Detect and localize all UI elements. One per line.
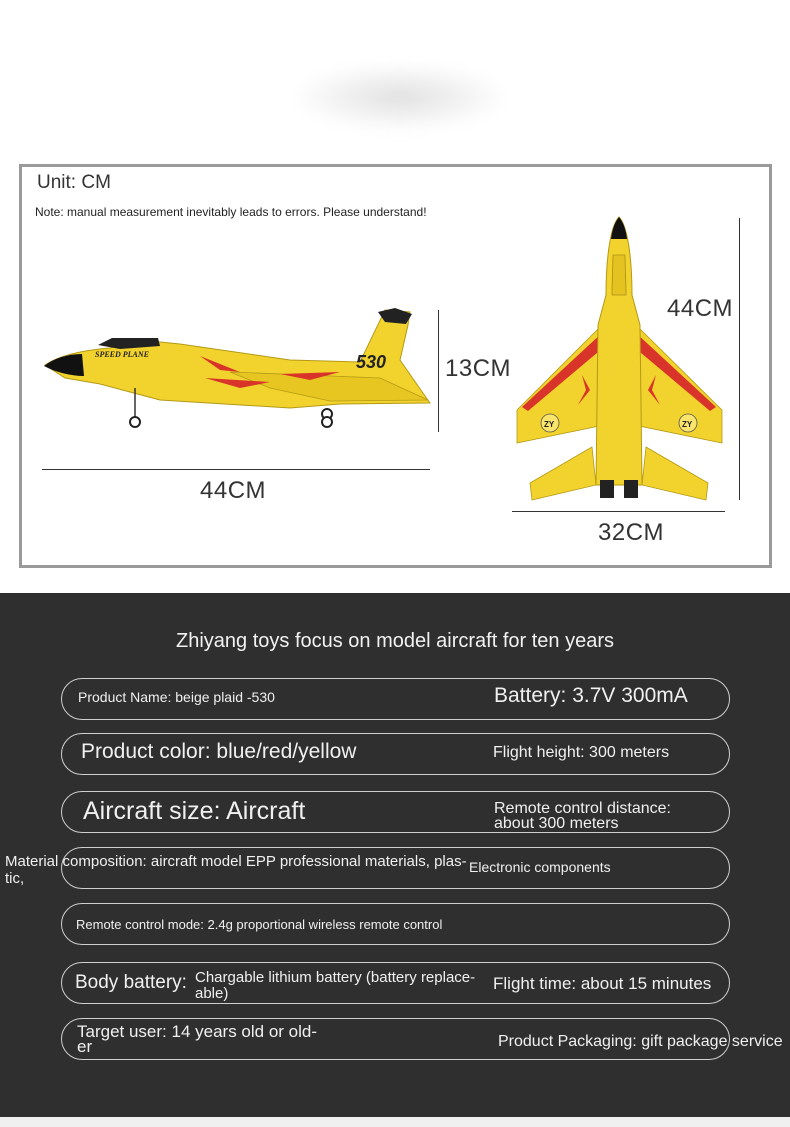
side-height-line xyxy=(438,310,439,432)
target-user-line2: er xyxy=(77,1037,93,1056)
flight-height: Flight height: 300 meters xyxy=(493,744,670,761)
electronic-components: Electronic components xyxy=(469,859,611,875)
top-badge-right: ZY xyxy=(682,420,693,429)
flight-time: Flight time: about 15 minutes xyxy=(493,974,712,993)
measurement-note: Note: manual measurement inevitably leads to errors. Please understand! xyxy=(35,205,427,219)
battery-spec: Battery: 3.7V 300mA xyxy=(494,684,688,707)
bottom-strip xyxy=(0,1117,790,1127)
aircraft-size: Aircraft size: Aircraft xyxy=(83,797,306,825)
spec-headline: Zhiyang toys focus on model aircraft for ten years xyxy=(176,630,614,652)
remote-distance-line1: Remote control distance: xyxy=(494,800,671,817)
plane-side-view xyxy=(40,300,435,440)
target-user-line1: Target user: 14 years old or old- xyxy=(77,1022,318,1041)
plane-side-text: SPEED PLANE xyxy=(95,350,150,359)
body-battery-label: Body battery: xyxy=(75,972,187,993)
product-name: Product Name: beige plaid -530 xyxy=(78,689,275,705)
blurred-top-image xyxy=(290,62,510,132)
remote-control-mode: Remote control mode: 2.4g proportional wireless remote control xyxy=(76,917,443,932)
side-length-label: 44CM xyxy=(200,477,267,504)
unit-label: Unit: CM xyxy=(37,172,111,193)
material-line2: tic, xyxy=(5,870,25,887)
product-color: Product color: blue/red/yellow xyxy=(81,740,357,763)
product-packaging: Product Packaging: gift package service xyxy=(498,1033,783,1050)
top-wingspan-line xyxy=(512,511,725,512)
material-line1: Material composition: aircraft model EPP professional materials, plas- xyxy=(5,853,467,870)
remote-distance-line2: about 300 meters xyxy=(494,815,619,832)
top-length-label: 44CM xyxy=(667,295,734,322)
body-battery-line1: Chargable lithium battery (battery replace- xyxy=(195,969,476,986)
side-length-line xyxy=(42,469,430,470)
top-badge-left: ZY xyxy=(544,420,555,429)
plane-side-number: 530 xyxy=(356,352,387,372)
plane-top-view xyxy=(512,215,727,505)
top-length-line xyxy=(739,218,740,500)
top-wingspan-label: 32CM xyxy=(598,519,665,546)
body-battery-line2: able) xyxy=(195,985,229,1002)
side-height-label: 13CM xyxy=(445,355,512,382)
